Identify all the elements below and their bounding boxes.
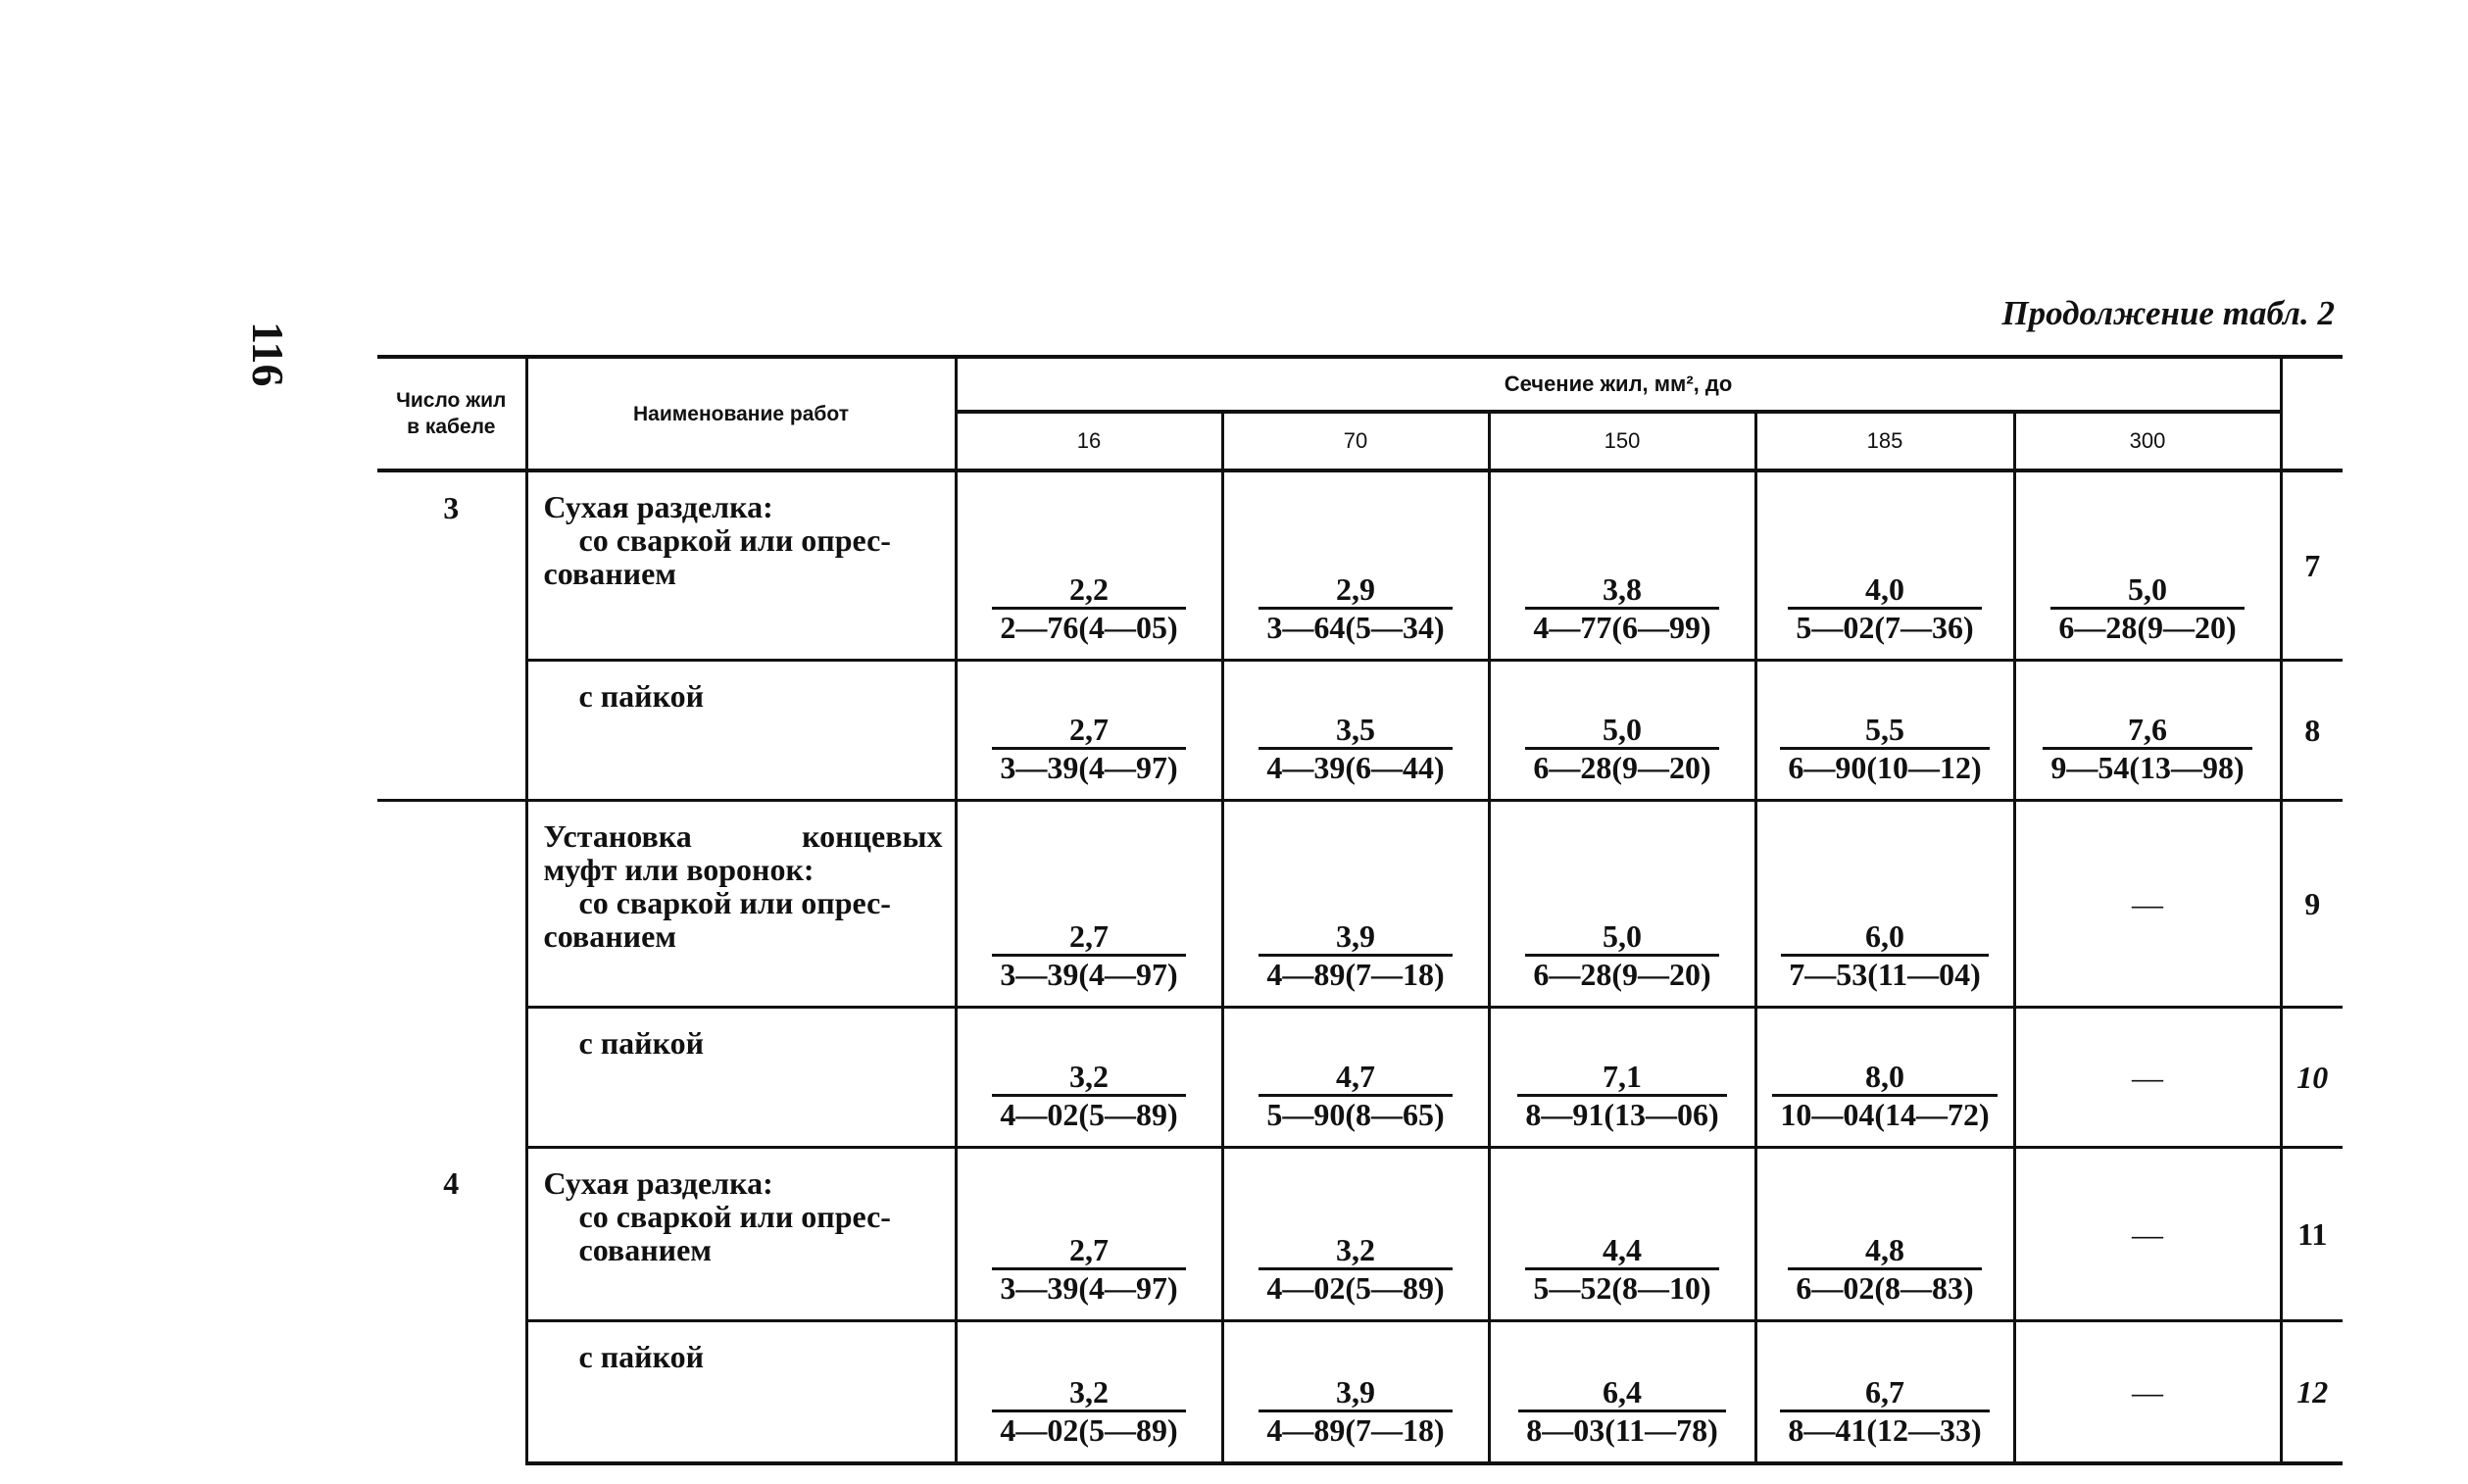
value-top: 2,7: [992, 918, 1185, 957]
header-cores-line2: в кабеле: [407, 416, 496, 438]
value-bottom: 6—28(9—20): [1533, 750, 1711, 785]
value-bottom: 5—90(8—65): [1266, 1097, 1445, 1132]
value-bottom: 4—77(6—99): [1533, 610, 1711, 645]
value-top: 8,0: [1772, 1059, 1997, 1097]
value-bottom: 3—39(4—97): [1000, 750, 1178, 785]
value-top: 2,7: [992, 1232, 1185, 1270]
value-top: 3,8: [1525, 571, 1718, 610]
value-top: 6,0: [1781, 918, 1989, 957]
cores-cell: [377, 1321, 526, 1464]
row-number: 7: [2281, 470, 2343, 661]
cores-cell: [377, 801, 526, 1008]
row-number: 9: [2281, 801, 2343, 1008]
value-cell: [1489, 1148, 1755, 1321]
header-size-185: 185: [1755, 412, 2014, 470]
header-size-70: 70: [1222, 412, 1489, 470]
value-top: 4,4: [1525, 1232, 1718, 1270]
value-bottom: 9—54(13—98): [2050, 750, 2245, 785]
value-top: 4,0: [1788, 571, 1981, 610]
table-row: [377, 1148, 2343, 1321]
value-top: 6,4: [1518, 1374, 1726, 1412]
table-caption: Продолжение табл. 2: [2001, 294, 2335, 332]
cores-cell: [377, 1008, 526, 1148]
value-cell: [1755, 661, 2014, 801]
value-bottom: 2—76(4—05): [1000, 610, 1178, 645]
work-line: с пайкой: [578, 678, 705, 714]
work-name-cell: [526, 470, 956, 661]
value-top: 5,0: [1525, 918, 1718, 957]
header-number: [2281, 357, 2343, 470]
work-title: Сухая разделка:: [543, 1165, 773, 1201]
value-cell: [1222, 1008, 1489, 1148]
value-top: 7,6: [2043, 712, 2251, 750]
empty-value-dash: —: [2014, 801, 2281, 1008]
value-cell: [956, 1008, 1222, 1148]
value-bottom: 7—53(11—04): [1789, 957, 1981, 992]
empty-value-dash: —: [2014, 1148, 2281, 1321]
value-cell: [1222, 661, 1489, 801]
value-bottom: 6—28(9—20): [1533, 957, 1711, 992]
value-cell: [1489, 661, 1755, 801]
table-row: [377, 1321, 2343, 1464]
value-top: 5,0: [1525, 712, 1718, 750]
value-cell: [1489, 1321, 1755, 1464]
header-size-150: 150: [1489, 412, 1755, 470]
work-name-cell: [526, 1321, 956, 1464]
table-row: [377, 470, 2343, 661]
value-cell: [2014, 470, 2281, 661]
header-cores-line1: Число жил: [396, 389, 507, 412]
value-bottom: 4—02(5—89): [1266, 1270, 1445, 1306]
value-cell: [1489, 1008, 1755, 1148]
value-bottom: 10—04(14—72): [1780, 1097, 1990, 1132]
value-top: 2,7: [992, 712, 1185, 750]
row-number: 12: [2281, 1321, 2343, 1464]
cores-cell: 3: [377, 470, 526, 661]
rates-table: [377, 355, 2343, 1465]
value-cell: [956, 801, 1222, 1008]
header-size-16: 16: [956, 412, 1222, 470]
work-name-cell: [526, 1148, 956, 1321]
value-cell: [956, 470, 1222, 661]
work-title: муфт или воронок:: [543, 852, 814, 887]
value-top: 3,5: [1259, 712, 1452, 750]
value-cell: [1755, 470, 2014, 661]
value-bottom: 8—03(11—78): [1526, 1412, 1718, 1448]
work-line: сованием: [543, 556, 677, 591]
work-line: сованием: [543, 918, 677, 954]
work-line: со сваркой или опрес-: [578, 1199, 891, 1234]
value-bottom: 5—02(7—36): [1796, 610, 1974, 645]
value-top: 3,2: [1259, 1232, 1452, 1270]
table-row: [377, 801, 2343, 1008]
value-cell: [1755, 801, 2014, 1008]
value-cell: [1489, 801, 1755, 1008]
page-number: 116: [243, 322, 293, 387]
value-top: 7,1: [1517, 1059, 1726, 1097]
value-cell: [956, 661, 1222, 801]
work-line: со сваркой или опрес-: [578, 885, 891, 920]
empty-value-dash: —: [2014, 1321, 2281, 1464]
value-top: 3,9: [1259, 918, 1452, 957]
header-size-300: 300: [2014, 412, 2281, 470]
value-top: 4,7: [1259, 1059, 1452, 1097]
table-row: [377, 1008, 2343, 1148]
value-cell: [1755, 1321, 2014, 1464]
row-number: 11: [2281, 1148, 2343, 1321]
value-cell: [1755, 1008, 2014, 1148]
work-title: Установка: [543, 818, 692, 854]
value-cell: [956, 1148, 1222, 1321]
value-top: 3,2: [992, 1059, 1185, 1097]
work-name-cell: [526, 801, 956, 1008]
work-line: с пайкой: [578, 1025, 705, 1061]
work-line: со сваркой или опрес-: [578, 522, 891, 558]
value-cell: [1222, 470, 1489, 661]
value-cell: [1222, 1321, 1489, 1464]
cores-cell: [377, 661, 526, 801]
work-line: с пайкой: [578, 1339, 705, 1374]
work-line: сованием: [578, 1232, 713, 1267]
value-bottom: 3—64(5—34): [1266, 610, 1445, 645]
row-number: 8: [2281, 661, 2343, 801]
value-bottom: 5—52(8—10): [1533, 1270, 1711, 1306]
value-cell: [1222, 1148, 1489, 1321]
value-top: 5,5: [1780, 712, 1989, 750]
value-top: 3,2: [992, 1374, 1185, 1412]
value-cell: [956, 1321, 1222, 1464]
value-top: 5,0: [2050, 571, 2244, 610]
value-bottom: 3—39(4—97): [1000, 1270, 1178, 1306]
empty-value-dash: —: [2014, 1008, 2281, 1148]
value-bottom: 6—28(9—20): [2058, 610, 2237, 645]
value-bottom: 3—39(4—97): [1000, 957, 1178, 992]
header-cores: [377, 357, 526, 470]
work-name-cell: [526, 1008, 956, 1148]
work-name-cell: [526, 661, 956, 801]
value-top: 4,8: [1788, 1232, 1981, 1270]
row-number: 10: [2281, 1008, 2343, 1148]
cores-cell: 4: [377, 1148, 526, 1321]
table-row: [377, 661, 2343, 801]
value-cell: [2014, 661, 2281, 801]
header-section: Сечение жил, мм², до: [956, 357, 2281, 412]
value-bottom: 8—41(12—33): [1788, 1412, 1982, 1448]
value-bottom: 4—89(7—18): [1266, 957, 1445, 992]
value-top: 2,9: [1259, 571, 1452, 610]
header-work-name: Наименование работ: [526, 357, 956, 470]
work-title: концевых: [802, 818, 943, 854]
value-cell: [1755, 1148, 2014, 1321]
value-top: 6,7: [1780, 1374, 1989, 1412]
value-cell: [1489, 470, 1755, 661]
value-bottom: 4—39(6—44): [1266, 750, 1445, 785]
value-bottom: 6—90(10—12): [1788, 750, 1982, 785]
value-top: 2,2: [992, 571, 1185, 610]
value-bottom: 6—02(8—83): [1796, 1270, 1974, 1306]
value-top: 3,9: [1259, 1374, 1452, 1412]
value-cell: [1222, 801, 1489, 1008]
value-bottom: 4—02(5—89): [1000, 1412, 1178, 1448]
work-title: Сухая разделка:: [543, 489, 773, 524]
value-bottom: 8—91(13—06): [1525, 1097, 1719, 1132]
value-bottom: 4—02(5—89): [1000, 1097, 1178, 1132]
value-bottom: 4—89(7—18): [1266, 1412, 1445, 1448]
